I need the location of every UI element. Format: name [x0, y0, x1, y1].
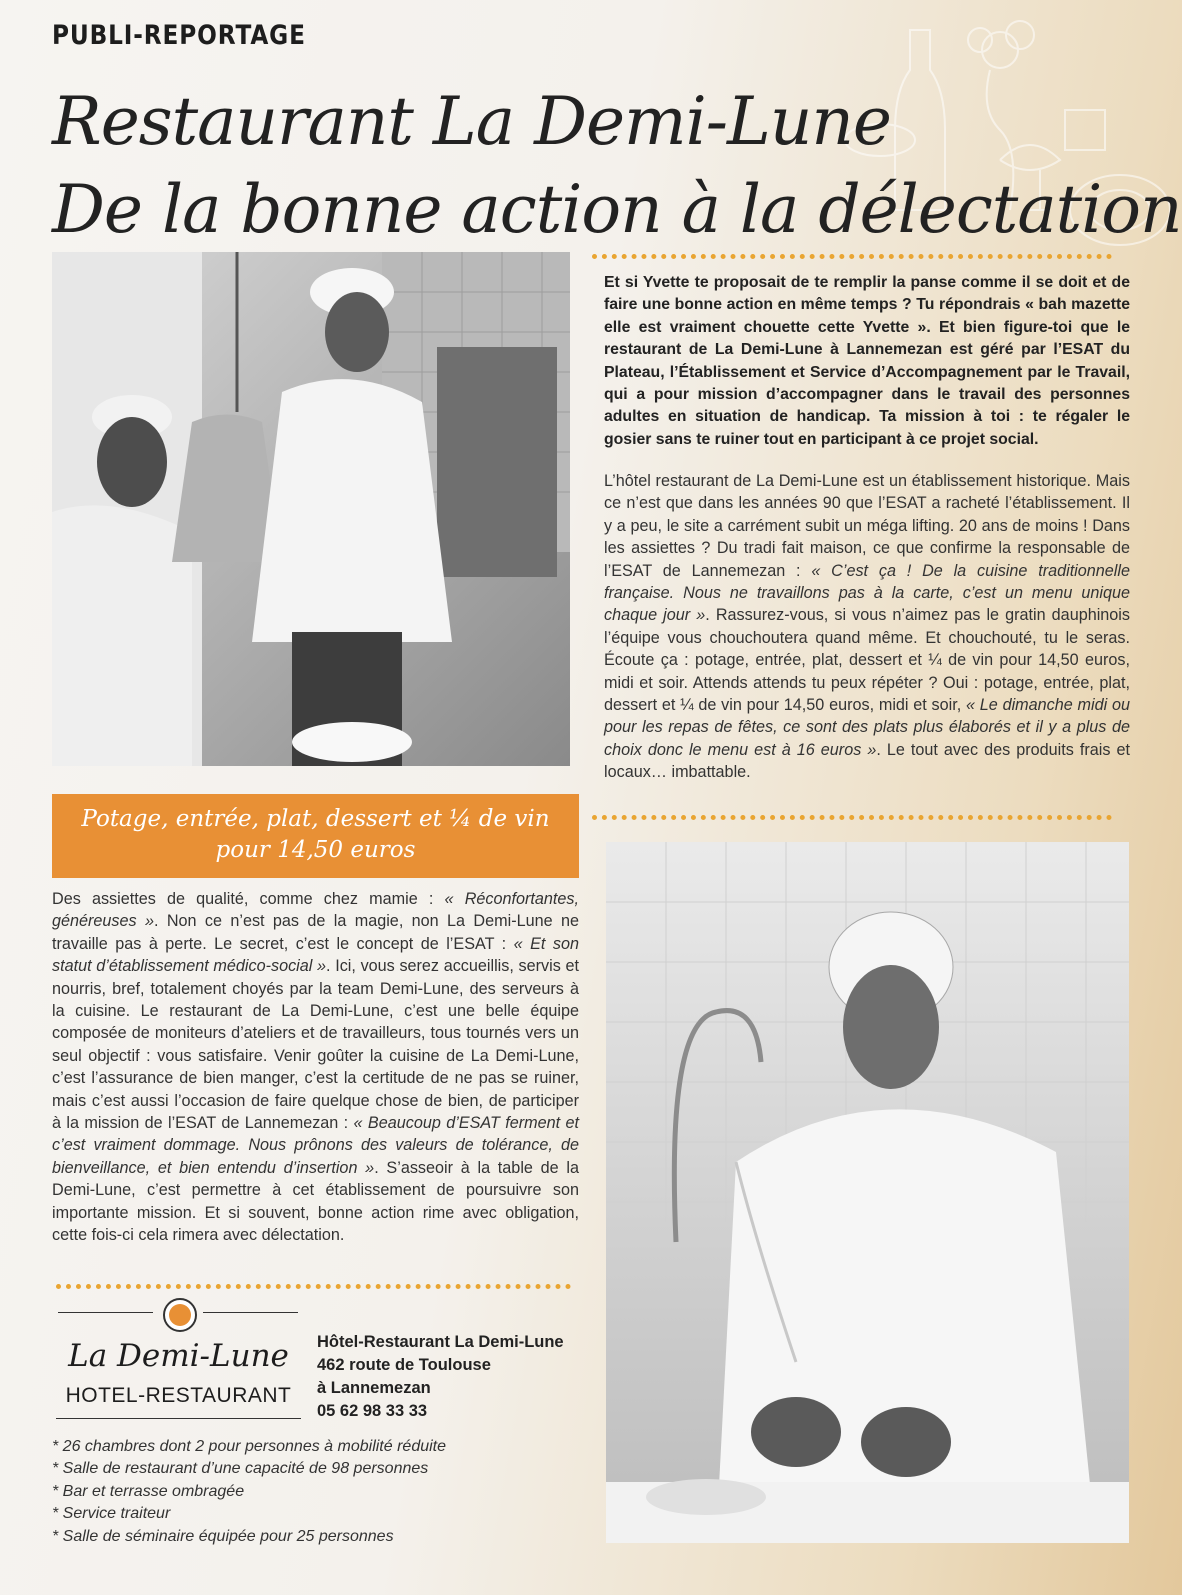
service-item: * Salle de restaurant d’une capacité de 98 personnes [52, 1460, 429, 1478]
quote-run: « Réconfortantes, généreuses » [52, 890, 579, 931]
quote-run: « C’est ça ! De la cuisine traditionnelle française. Nous ne travaillons pas à la carte, c’est un menu unique chaque jour » [604, 561, 1130, 625]
title-line-2: De la bonne action à la délectation [52, 171, 1182, 248]
quote-run: « Et son statut d’établissement médico-social » [52, 934, 579, 976]
service-item: * Service traiteur [52, 1505, 171, 1523]
divider-dots-top [592, 254, 1112, 259]
title-line-1: Restaurant La Demi-Lune [52, 83, 891, 160]
logo-script-name: La Demi-Lune [68, 1338, 289, 1374]
service-item: * Bar et terrasse ombragée [52, 1482, 245, 1500]
article-paragraph-left [52, 888, 579, 1247]
text-run: . S’asseoir à la table de la Demi-Lune, c’est permettre à cet établissement de poursuivre son importante mission. Et si souvent, bonne action rime avec obligation, cette fois-ci cela rimera avec délectation. [52, 1158, 579, 1245]
text-run: . Le tout avec des produits frais et locaux… imbattable. [604, 740, 1131, 782]
chef-cutting-photo [606, 842, 1129, 1543]
divider-dots-bottom [56, 1284, 571, 1289]
intro-paragraph: Et si Yvette te proposait de te remplir la panse comme il se doit et de faire une bonne action en même temps ? Tu répondrais « bah mazette elle est vraiment chouette cette Yvette ». Et bien figure-toi que le restaurant de La Demi-Lune à Lannemezan est géré par l’ESAT du Plateau, l’Établissement et Service d’Accompagnement par le Travail, qui a pour mission d’accompagner dans le travail des personnes adultes en situation de handicap. Ta mission à toi : te régaler le gosier sans te ruiner tout en participant à ce projet social. [604, 274, 1130, 448]
contact-city: à Lannemezan [317, 1379, 431, 1397]
contact-block [317, 1331, 564, 1423]
logo-rule-right [203, 1312, 298, 1313]
divider-dots-middle [592, 815, 1112, 820]
article-paragraph-right [604, 470, 1130, 784]
kitchen-staff-photo [52, 252, 570, 766]
service-item: * 26 chambres dont 2 pour personnes à mobilité réduite [52, 1438, 447, 1455]
logo-subtitle: HOTEL-RESTAURANT [65, 1384, 292, 1407]
services-list [52, 1436, 446, 1548]
contact-name: Hôtel-Restaurant La Demi-Lune [317, 1333, 564, 1351]
half-moon-icon [163, 1298, 197, 1332]
text-run: . Ici, vous serez accueillis, servis et nourris, bref, totalement choyés par la team Demi-Lune, des serveurs à la cuisine. Le restaurant de La Demi-Lune, c’est une belle équipe composée de moniteurs d’ateliers et de travailleurs, tous tournés vers un seul objectif : vous satisfaire. Venir goûter la cuisine de La Demi-Lune, c’est l’assurance de bien manger, c’est la certitude de ne pas se ruiner, mais c’est aussi l’occasion de faire quelque chose de bien, de participer à la mission de l’ESAT de Lannemezan : [52, 957, 579, 1133]
quote-run: « Beaucoup d’ESAT ferment et c’est vraiment dommage. Nous prônons des valeurs de tolérance, de bienveillance, et bien entendu d’insertion » [52, 1114, 579, 1177]
price-banner [52, 794, 579, 878]
service-item: * Salle de séminaire équipée pour 25 personnes [52, 1527, 394, 1545]
text-run: . Rassurez-vous, si vous n’aimez pas le gratin dauphinois l’équipe vous chouchoutera quand même. Et chouchouté, tu le seras. Écoute ça : potage, entrée, plat, dessert et ¼ de vin pour 14,50 euros, midi et soir. Attends attends tu peux répéter ? Oui : potage, entrée, plat, dessert et ¼ de vin pour 14,50 euros, midi et soir, [604, 606, 1130, 715]
page-title [52, 78, 1182, 254]
quote-run: « Le dimanche midi ou pour les repas de fêtes, ce sont des plats plus élaborés et il y a plus de choix donc le menu est à 16 euros » [604, 696, 1130, 759]
contact-address: 462 route de Toulouse [317, 1356, 491, 1374]
text-run: . Non ce n’est pas de la magie, non La Demi-Lune ne travaille pas à perte. Le secret, c’est le concept de l’ESAT : [52, 912, 579, 953]
demi-lune-logo [56, 1298, 301, 1420]
logo-underline [56, 1418, 301, 1419]
banner-line-2: pour 14,50 euros [215, 837, 416, 863]
banner-line-1: Potage, entrée, plat, dessert et ¼ de vin [81, 806, 550, 832]
text-run: Des assiettes de qualité, comme chez mamie : [52, 890, 445, 908]
kicker-label: PUBLI-REPORTAGE [52, 20, 306, 51]
contact-phone: 05 62 98 33 33 [317, 1402, 428, 1420]
logo-rule-left [58, 1312, 153, 1313]
text-run: L’hôtel restaurant de La Demi-Lune est un établissement historique. Mais ce n’est que dans les années 90 que l’ESAT a racheté l’établissement. Il y a peu, le site a carrément subit un méga lifting. 20 ans de moins ! Dans les assiettes ? Du tradi fait maison, ce que confirme la responsable de l’ESAT de Lannemezan : [604, 472, 1130, 580]
